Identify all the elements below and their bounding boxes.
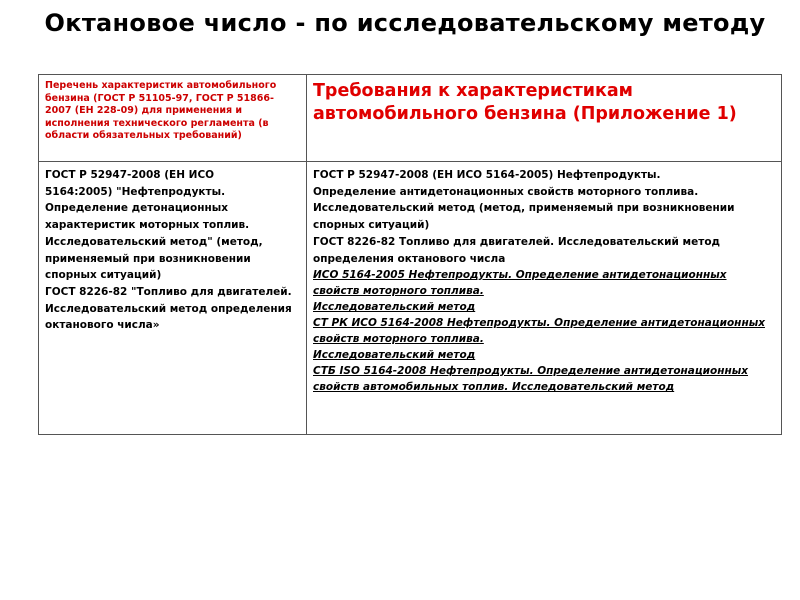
left-line: Исследовательский метод" (метод, применяемый при возникновении спорных ситуаций) (45, 235, 263, 282)
requirements-table (38, 74, 782, 435)
slide-title: Октановое число - по исследовательскому методу (44, 9, 766, 37)
standard-link-st-rk[interactable]: СТ РК ИСО 5164-2008 Нефтепродукты. Определение антидетонационных свойств моторного топлива. (313, 317, 765, 346)
right-line: Определение антидетонационных свойств моторного топлива. (313, 185, 699, 198)
left-line: 5164:2005) "Нефтепродукты. (45, 185, 226, 198)
left-line: ГОСТ 8226-82 "Топливо для двигателей. Исследовательский метод определения октанового числа» (45, 285, 292, 332)
left-cell-standards (39, 162, 307, 435)
table-row (39, 162, 782, 435)
header-characteristics-list: Перечень характеристик автомобильного бензина (ГОСТ Р 51105-97, ГОСТ Р 51866-2007 (ЕН 228-09) для применения и исполнения технического регламента (в области обязательных требований) (39, 75, 307, 162)
header-requirements: Требования к характеристикам автомобильного бензина (Приложение 1) (307, 75, 782, 162)
standard-link-st-rk-method[interactable]: Исследовательский метод (313, 349, 476, 362)
standard-link-stb[interactable]: СТБ ISO 5164-2008 Нефтепродукты. Определение антидетонационных свойств автомобильных топлив. Исследовательский метод (313, 365, 749, 394)
right-line: ГОСТ Р 52947-2008 (ЕН ИСО 5164-2005) Нефтепродукты. (313, 169, 661, 181)
standard-link-iso[interactable]: ИСО 5164-2005 Нефтепродукты. Определение антидетонационных свойств моторного топлива. (313, 269, 727, 298)
right-cell-standards (307, 162, 782, 435)
right-line: Исследовательский метод (метод, применяемый при возникновении спорных ситуаций) (313, 202, 735, 232)
right-line: ГОСТ 8226-82 Топливо для двигателей. Исследовательский метод определения октанового числа (313, 235, 721, 265)
left-line: ГОСТ Р 52947-2008 (ЕН ИСО (45, 169, 215, 181)
left-line: Определение детонационных характеристик моторных топлив. (45, 202, 250, 232)
table-header-row (39, 75, 782, 162)
standard-link-iso-method[interactable]: Исследовательский метод (313, 301, 476, 314)
